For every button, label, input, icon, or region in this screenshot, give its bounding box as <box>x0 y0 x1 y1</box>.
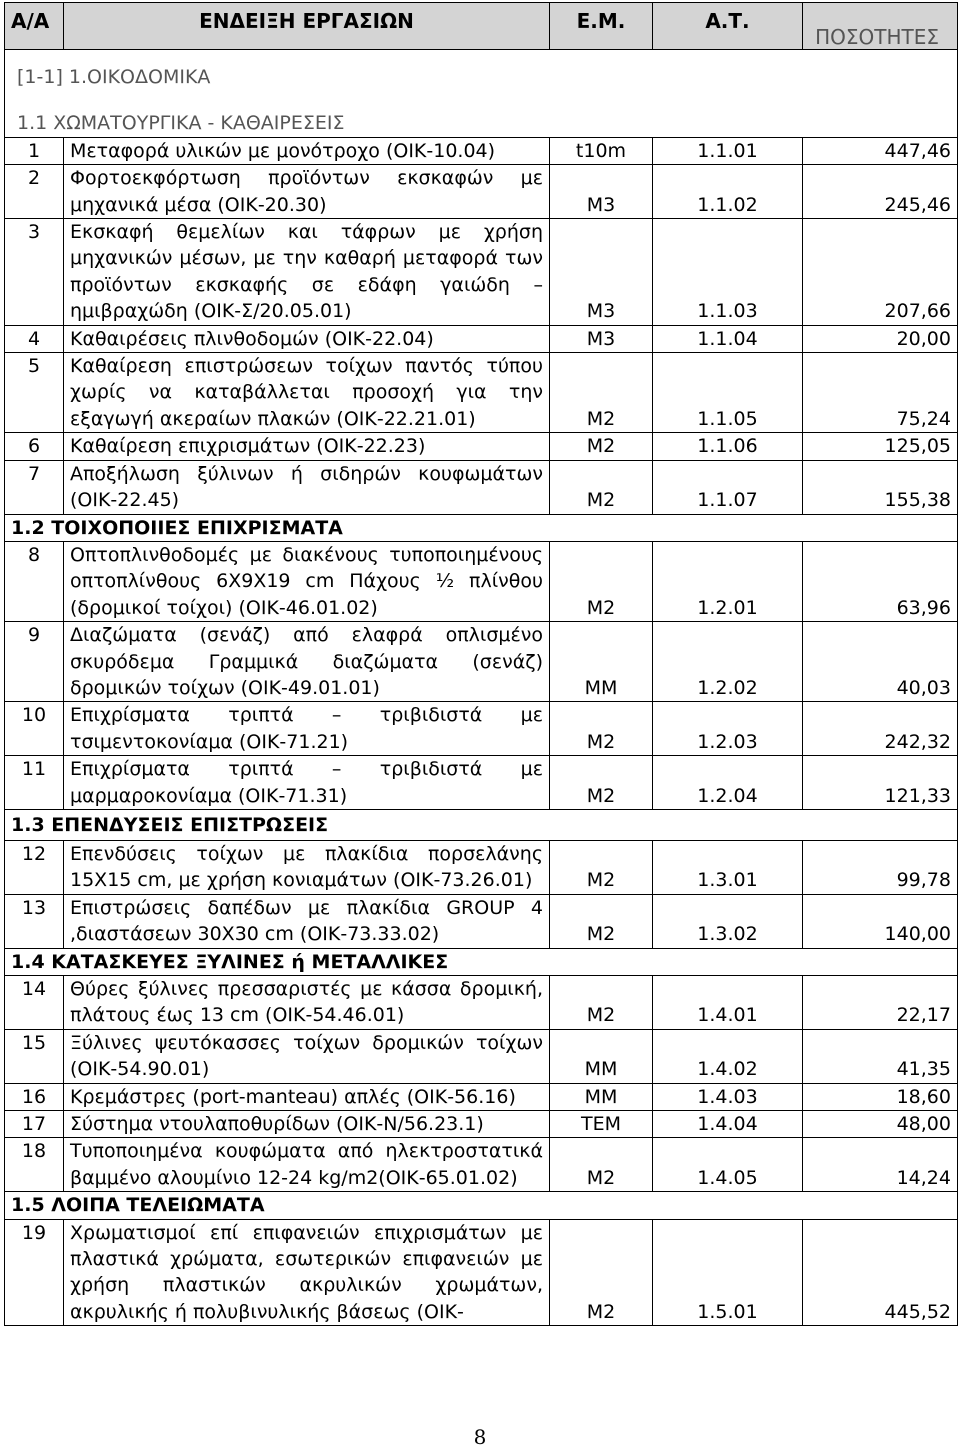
item-quantity: 14,24 <box>803 1138 958 1192</box>
item-description: Μεταφορά υλικών με μονότροχο (ΟΙΚ-10.04) <box>64 137 550 164</box>
item-unit: Μ2 <box>550 894 653 948</box>
item-unit: Μ3 <box>550 219 653 326</box>
table-row <box>5 165 958 219</box>
item-unit: Μ2 <box>550 756 653 810</box>
item-code: 1.4.05 <box>653 1138 803 1192</box>
item-quantity: 242,32 <box>803 702 958 756</box>
item-description: Επιχρίσματα τριπτά – τριβιδιστά με μαρμαροκονίαμα (ΟΙΚ-71.31) <box>64 756 550 810</box>
table-row <box>5 894 958 948</box>
section-title: 1.2 ΤΟΙΧΟΠΟΙΙΕΣ ΕΠΙΧΡΙΣΜΑΤΑ <box>5 514 958 541</box>
item-code: 1.3.01 <box>653 840 803 894</box>
item-unit: Μ2 <box>550 1219 653 1326</box>
item-quantity: 445,52 <box>803 1219 958 1326</box>
item-code: 1.5.01 <box>653 1219 803 1326</box>
item-code: 1.2.04 <box>653 756 803 810</box>
item-number: 5 <box>5 353 64 433</box>
header-code: Α.Τ. <box>653 3 803 50</box>
item-description: Οπτοπλινθοδομές με διακένους τυποποιημένους οπτοπλίνθους 6Χ9Χ19 cm Πάχους ½ πλίνθου (δρομικοί τοίχοι) (ΟΙΚ-46.01.02) <box>64 541 550 621</box>
item-code: 1.4.02 <box>653 1029 803 1083</box>
section-row <box>5 514 958 541</box>
item-quantity: 20,00 <box>803 325 958 352</box>
item-number: 17 <box>5 1111 64 1138</box>
item-description: Κρεμάστρες (port-manteau) απλές (ΟΙΚ-56.16) <box>64 1083 550 1110</box>
table-row <box>5 622 958 702</box>
item-number: 19 <box>5 1219 64 1326</box>
item-code: 1.3.02 <box>653 894 803 948</box>
table-row <box>5 976 958 1030</box>
item-number: 7 <box>5 460 64 514</box>
item-number: 13 <box>5 894 64 948</box>
table-header <box>5 3 958 50</box>
item-code: 1.1.02 <box>653 165 803 219</box>
item-unit: Μ3 <box>550 165 653 219</box>
item-unit: Μ3 <box>550 325 653 352</box>
item-number: 16 <box>5 1083 64 1110</box>
table-row <box>5 1138 958 1192</box>
item-description: Τυποποιημένα κουφώματα από ηλεκτροστατικά βαμμένο αλουμίνιο 12-24 kg/m2(ΟΙΚ-65.01.02) <box>64 1138 550 1192</box>
table-row <box>5 1083 958 1110</box>
item-unit: Μ2 <box>550 976 653 1030</box>
section-title: 1.3 ΕΠΕΝΔΥΣΕΙΣ ΕΠΙΣΤΡΩΣΕΙΣ <box>5 809 958 840</box>
item-number: 4 <box>5 325 64 352</box>
item-number: 12 <box>5 840 64 894</box>
item-description: Επιχρίσματα τριπτά – τριβιδιστά με τσιμεντοκονίαμα (ΟΙΚ-71.21) <box>64 702 550 756</box>
item-code: 1.2.01 <box>653 541 803 621</box>
item-description: Καθαίρεση επιχρισμάτων (ΟΙΚ-22.23) <box>64 433 550 460</box>
item-description: Διαζώματα (σενάζ) από ελαφρά οπλισμένο σκυρόδεμα Γραμμικά διαζώματα (σενάζ) δρομικών τοίχων (ΟΙΚ-49.01.01) <box>64 622 550 702</box>
item-unit: ΜΜ <box>550 622 653 702</box>
item-description: Καθαιρέσεις πλινθοδομών (ΟΙΚ-22.04) <box>64 325 550 352</box>
item-code: 1.2.02 <box>653 622 803 702</box>
item-unit: Μ2 <box>550 460 653 514</box>
table-row <box>5 1029 958 1083</box>
item-unit: ΜΜ <box>550 1083 653 1110</box>
item-unit: Μ2 <box>550 541 653 621</box>
item-description: Αποξήλωση ξύλινων ή σιδηρών κουφωμάτων (ΟΙΚ-22.45) <box>64 460 550 514</box>
item-description: Εκσκαφή θεμελίων και τάφρων με χρήση μηχανικών μέσων, με την καθαρή μεταφορά των προϊόντων εκσκαφής σε εδάφη γαιώδη – ημιβραχώδη (ΟΙΚ-Σ/20.05.01) <box>64 219 550 326</box>
item-unit: Μ2 <box>550 433 653 460</box>
item-code: 1.1.06 <box>653 433 803 460</box>
subsection-row <box>5 90 958 137</box>
item-unit: Μ2 <box>550 840 653 894</box>
section-title: 1.4 ΚΑΤΑΣΚΕΥΕΣ ΞΥΛΙΝΕΣ ή ΜΕΤΑΛΛΙΚΕΣ <box>5 948 958 975</box>
item-description: Επενδύσεις τοίχων με πλακίδια πορσελάνης 15Χ15 cm, με χρήση κονιαμάτων (ΟΙΚ-73.26.01) <box>64 840 550 894</box>
table-row <box>5 433 958 460</box>
item-number: 9 <box>5 622 64 702</box>
item-quantity: 22,17 <box>803 976 958 1030</box>
item-code: 1.1.04 <box>653 325 803 352</box>
item-description: Επιστρώσεις δαπέδων με πλακίδια GROUP 4 ,διαστάσεων 30Χ30 cm (ΟΙΚ-73.33.02) <box>64 894 550 948</box>
item-number: 2 <box>5 165 64 219</box>
item-description: Θύρες ξύλινες πρεσσαριστές με κάσσα δρομική, πλάτους έως 13 cm (ΟΙΚ-54.46.01) <box>64 976 550 1030</box>
item-code: 1.4.04 <box>653 1111 803 1138</box>
works-table <box>4 2 958 1326</box>
item-number: 10 <box>5 702 64 756</box>
item-unit: Μ2 <box>550 1138 653 1192</box>
item-quantity: 140,00 <box>803 894 958 948</box>
header-description: ΕΝΔΕΙΞΗ ΕΡΓΑΣΙΩΝ <box>64 3 550 50</box>
item-number: 18 <box>5 1138 64 1192</box>
item-quantity: 125,05 <box>803 433 958 460</box>
item-number: 1 <box>5 137 64 164</box>
item-quantity: 40,03 <box>803 622 958 702</box>
item-code: 1.1.05 <box>653 353 803 433</box>
table-row <box>5 325 958 352</box>
table-row <box>5 702 958 756</box>
table-row <box>5 1111 958 1138</box>
section-row <box>5 1192 958 1219</box>
item-quantity: 245,46 <box>803 165 958 219</box>
chapter-row <box>5 50 958 91</box>
item-number: 3 <box>5 219 64 326</box>
item-code: 1.4.03 <box>653 1083 803 1110</box>
item-number: 15 <box>5 1029 64 1083</box>
table-row <box>5 353 958 433</box>
item-quantity: 121,33 <box>803 756 958 810</box>
table-row <box>5 1219 958 1326</box>
item-code: 1.4.01 <box>653 976 803 1030</box>
item-unit: ΜΜ <box>550 1029 653 1083</box>
item-quantity: 155,38 <box>803 460 958 514</box>
item-description: Φορτοεκφόρτωση προϊόντων εκσκαφών με μηχανικά μέσα (ΟΙΚ-20.30) <box>64 165 550 219</box>
item-code: 1.1.03 <box>653 219 803 326</box>
header-unit: Ε.Μ. <box>550 3 653 50</box>
item-quantity: 447,46 <box>803 137 958 164</box>
table-row <box>5 137 958 164</box>
item-description: Καθαίρεση επιστρώσεων τοίχων παντός τύπου χωρίς να καταβάλλεται προσοχή για την εξαγωγή ακεραίων πλακών (ΟΙΚ-22.21.01) <box>64 353 550 433</box>
item-number: 8 <box>5 541 64 621</box>
item-quantity: 99,78 <box>803 840 958 894</box>
item-quantity: 48,00 <box>803 1111 958 1138</box>
item-quantity: 41,35 <box>803 1029 958 1083</box>
header-aa: Α/Α <box>5 3 64 50</box>
item-quantity: 75,24 <box>803 353 958 433</box>
section-row <box>5 948 958 975</box>
table-row <box>5 756 958 810</box>
item-description: Ξύλινες ψευτόκασσες τοίχων δρομικών τοίχων (ΟΙΚ-54.90.01) <box>64 1029 550 1083</box>
item-code: 1.2.03 <box>653 702 803 756</box>
item-unit: Μ2 <box>550 702 653 756</box>
table-row <box>5 840 958 894</box>
section-title: 1.5 ΛΟΙΠΑ ΤΕΛΕΙΩΜΑΤΑ <box>5 1192 958 1219</box>
table-row <box>5 219 958 326</box>
item-description: Σύστημα ντουλαποθυρίδων (ΟΙΚ-Ν/56.23.1) <box>64 1111 550 1138</box>
item-unit: t10m <box>550 137 653 164</box>
item-quantity: 63,96 <box>803 541 958 621</box>
section-row <box>5 809 958 840</box>
item-code: 1.1.07 <box>653 460 803 514</box>
item-unit: ΤΕΜ <box>550 1111 653 1138</box>
item-number: 11 <box>5 756 64 810</box>
table-row <box>5 460 958 514</box>
item-description: Χρωματισμοί επί επιφανειών επιχρισμάτων με πλαστικά χρώματα, εσωτερικών επιφανειών με χρήση πλαστικών ακρυλικών χρωμάτων, ακρυλικής ή πολυβινυλικής βάσεως (ΟΙΚ- <box>64 1219 550 1326</box>
chapter-title: [1-1] 1.ΟΙΚΟΔΟΜΙΚΑ <box>5 50 958 91</box>
item-unit: Μ2 <box>550 353 653 433</box>
item-quantity: 18,60 <box>803 1083 958 1110</box>
document <box>4 2 957 1326</box>
table-row <box>5 541 958 621</box>
page-number: 8 <box>473 1425 487 1449</box>
header-quantities: ΠΟΣΟΤΗΤΕΣ <box>803 3 958 50</box>
item-code: 1.1.01 <box>653 137 803 164</box>
item-number: 6 <box>5 433 64 460</box>
subsection-title: 1.1 ΧΩΜΑΤΟΥΡΓΙΚΑ - ΚΑΘΑΙΡΕΣΕΙΣ <box>5 90 958 137</box>
item-number: 14 <box>5 976 64 1030</box>
item-quantity: 207,66 <box>803 219 958 326</box>
